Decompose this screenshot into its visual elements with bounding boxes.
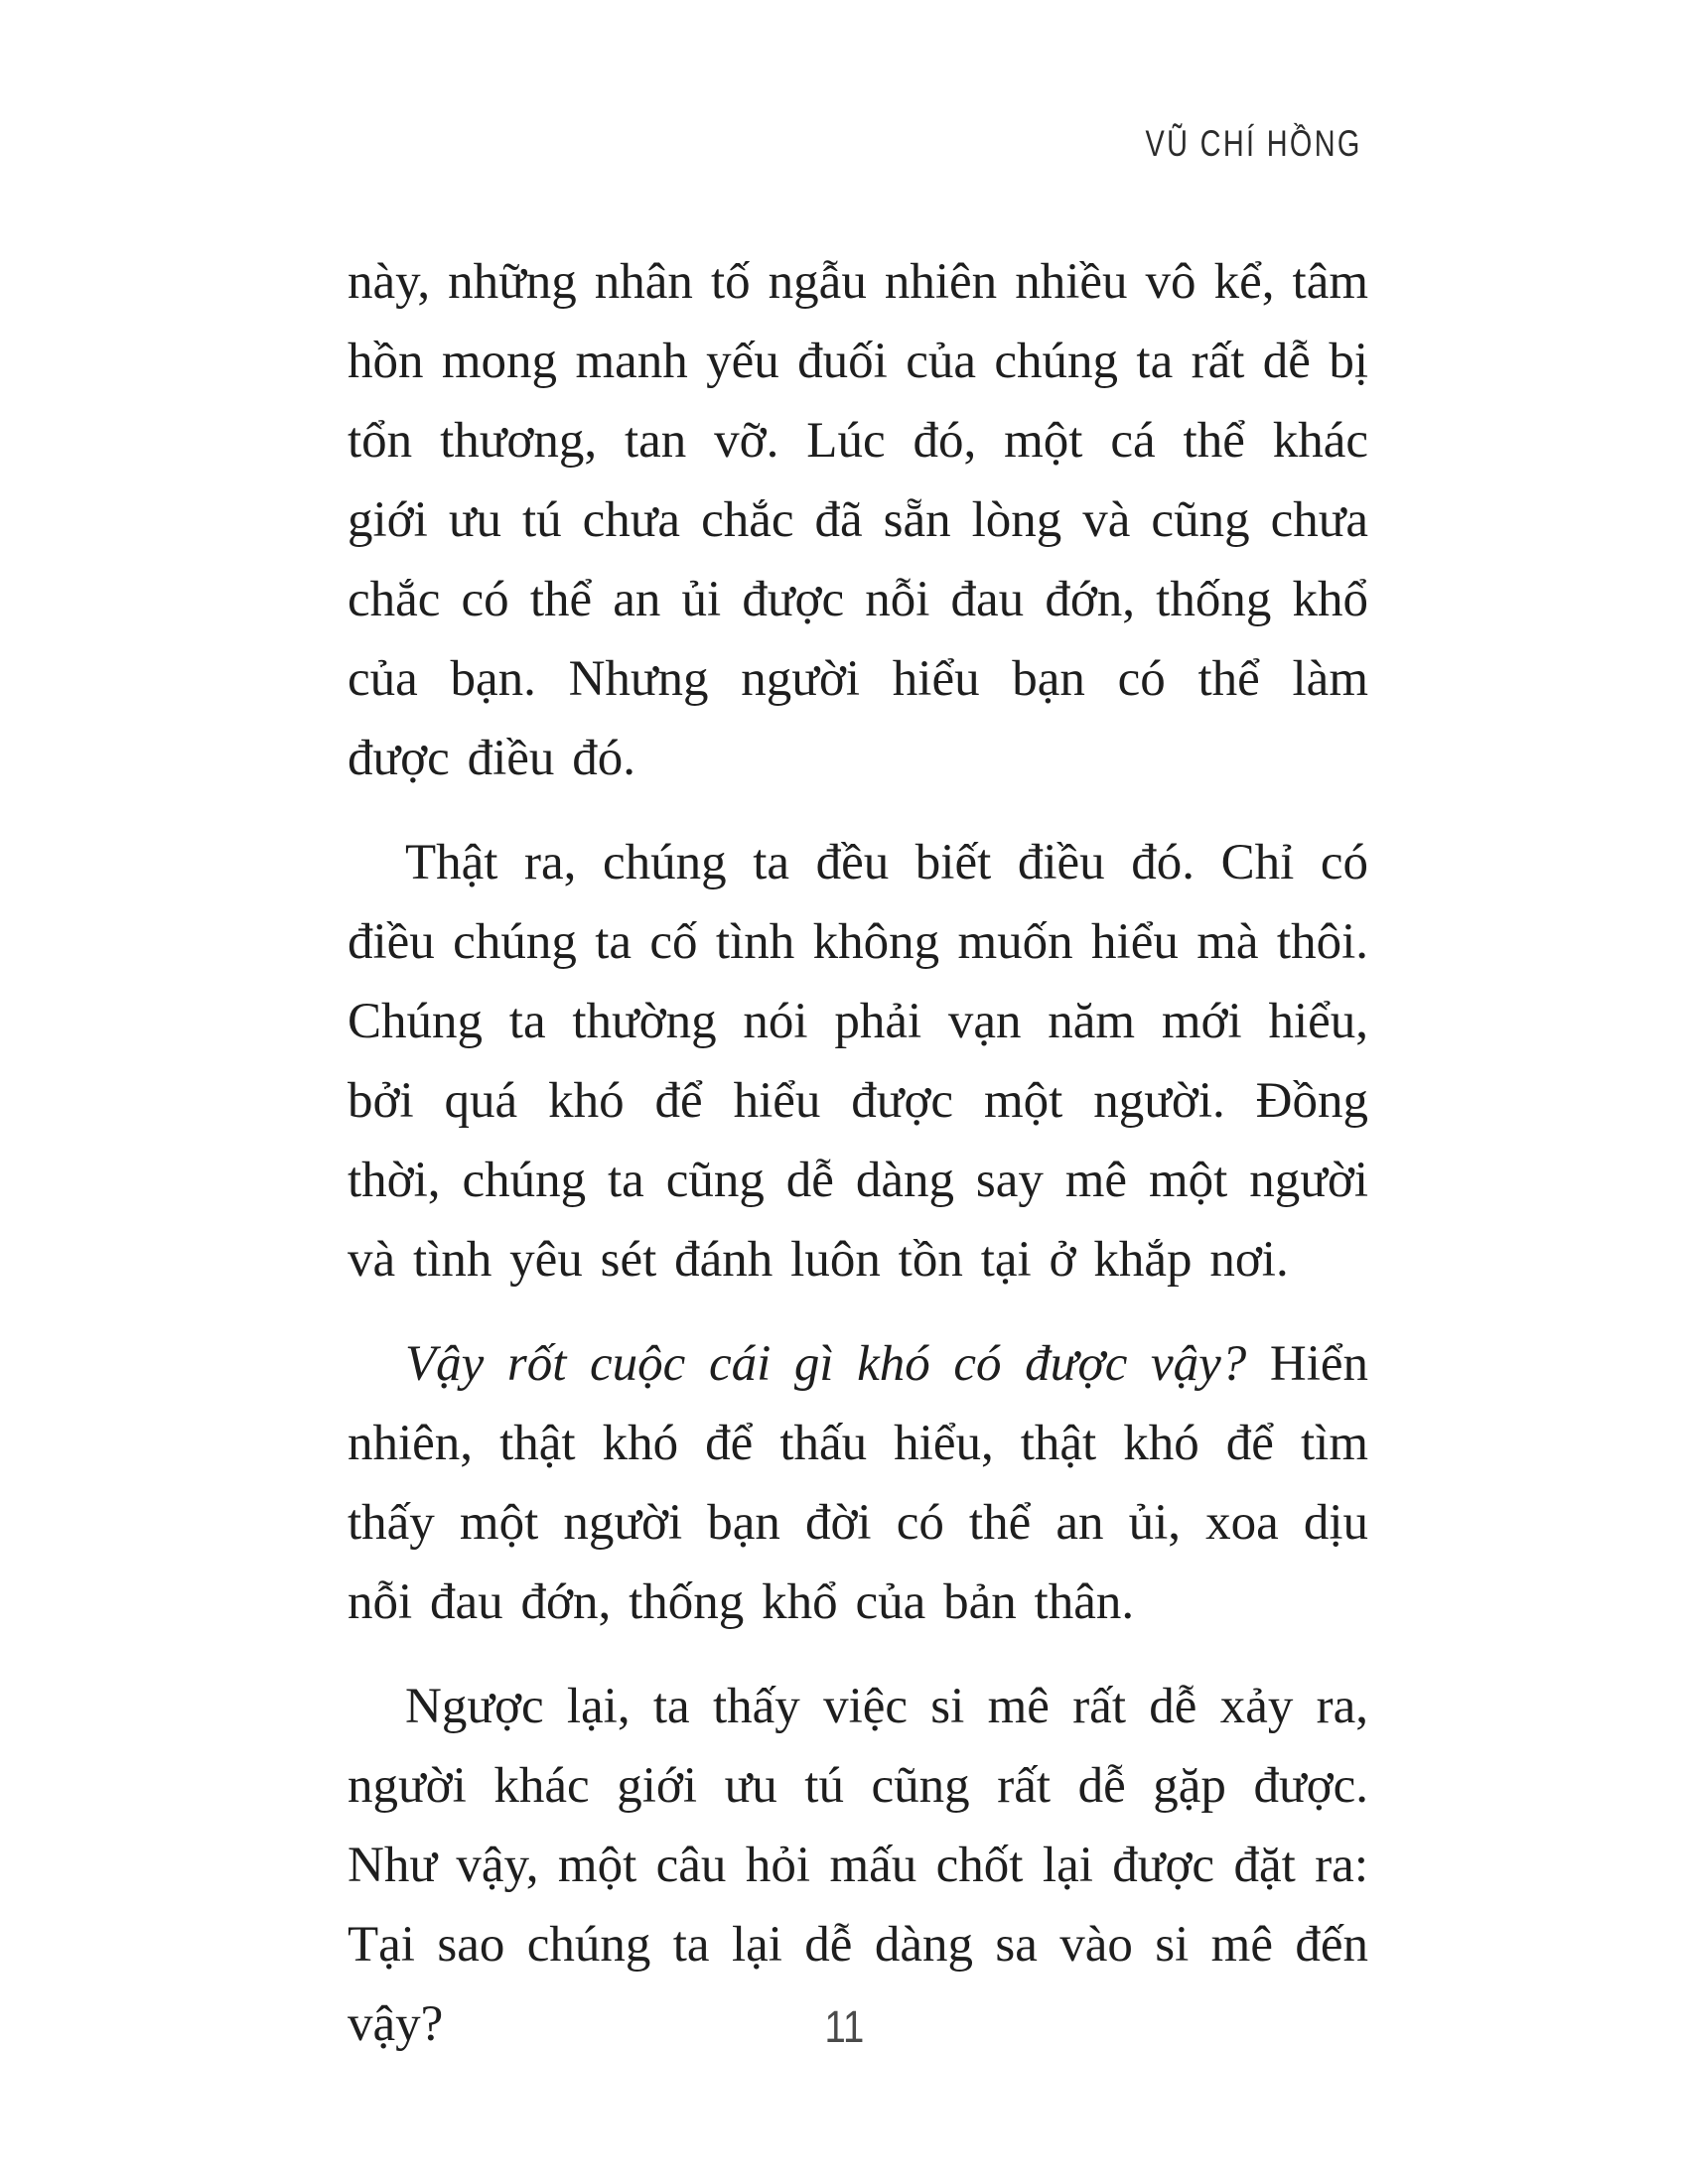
body-text-segment: Hiển nhiên, thật khó để thấu hiểu, thật khó để tìm thấy một người bạn đời có thể an ủi, xoa dịu nỗi đau đớn, thống khổ của bản thân.	[348, 1336, 1368, 1630]
body-text-segment: Thật ra, chúng ta đều biết điều đó. Chỉ có điều chúng ta cố tình không muốn hiểu mà thôi. Chúng ta thường nói phải vạn năm mới hiểu, bởi quá khó để hiểu được một người. Đồng thời, chúng ta cũng dễ dàng say mê một người và tình yêu sét đánh luôn tồn tại ở khắp nơi.	[348, 835, 1368, 1288]
page-number-container	[0, 2001, 1688, 2053]
paragraph	[348, 1324, 1368, 1642]
body-text	[348, 242, 1368, 2089]
page-number: 11	[824, 2001, 864, 2052]
paragraph	[348, 242, 1368, 798]
running-header-author: VŨ CHÍ HỒNG	[1145, 123, 1362, 164]
body-text-segment: này, những nhân tố ngẫu nhiên nhiều vô kể, tâm hồn mong manh yếu đuối của chúng ta rất dễ bị tổn thương, tan vỡ. Lúc đó, một cá thể khác giới ưu tú chưa chắc đã sẵn lòng và cũng chưa chắc có thể an ủi được nỗi đau đớn, thống khổ của bạn. Nhưng người hiểu bạn có thể làm được điều đó.	[348, 254, 1368, 786]
body-text-segment: Ngược lại, ta thấy việc si mê rất dễ xảy ra, người khác giới ưu tú cũng rất dễ gặp được. Như vậy, một câu hỏi mấu chốt lại được đặt ra: Tại sao chúng ta lại dễ dàng sa vào si mê đến vậy?	[348, 1679, 1368, 2052]
paragraph	[348, 823, 1368, 1299]
italic-text-segment: Vậy rốt cuộc cái gì khó có được vậy?	[405, 1336, 1270, 1392]
